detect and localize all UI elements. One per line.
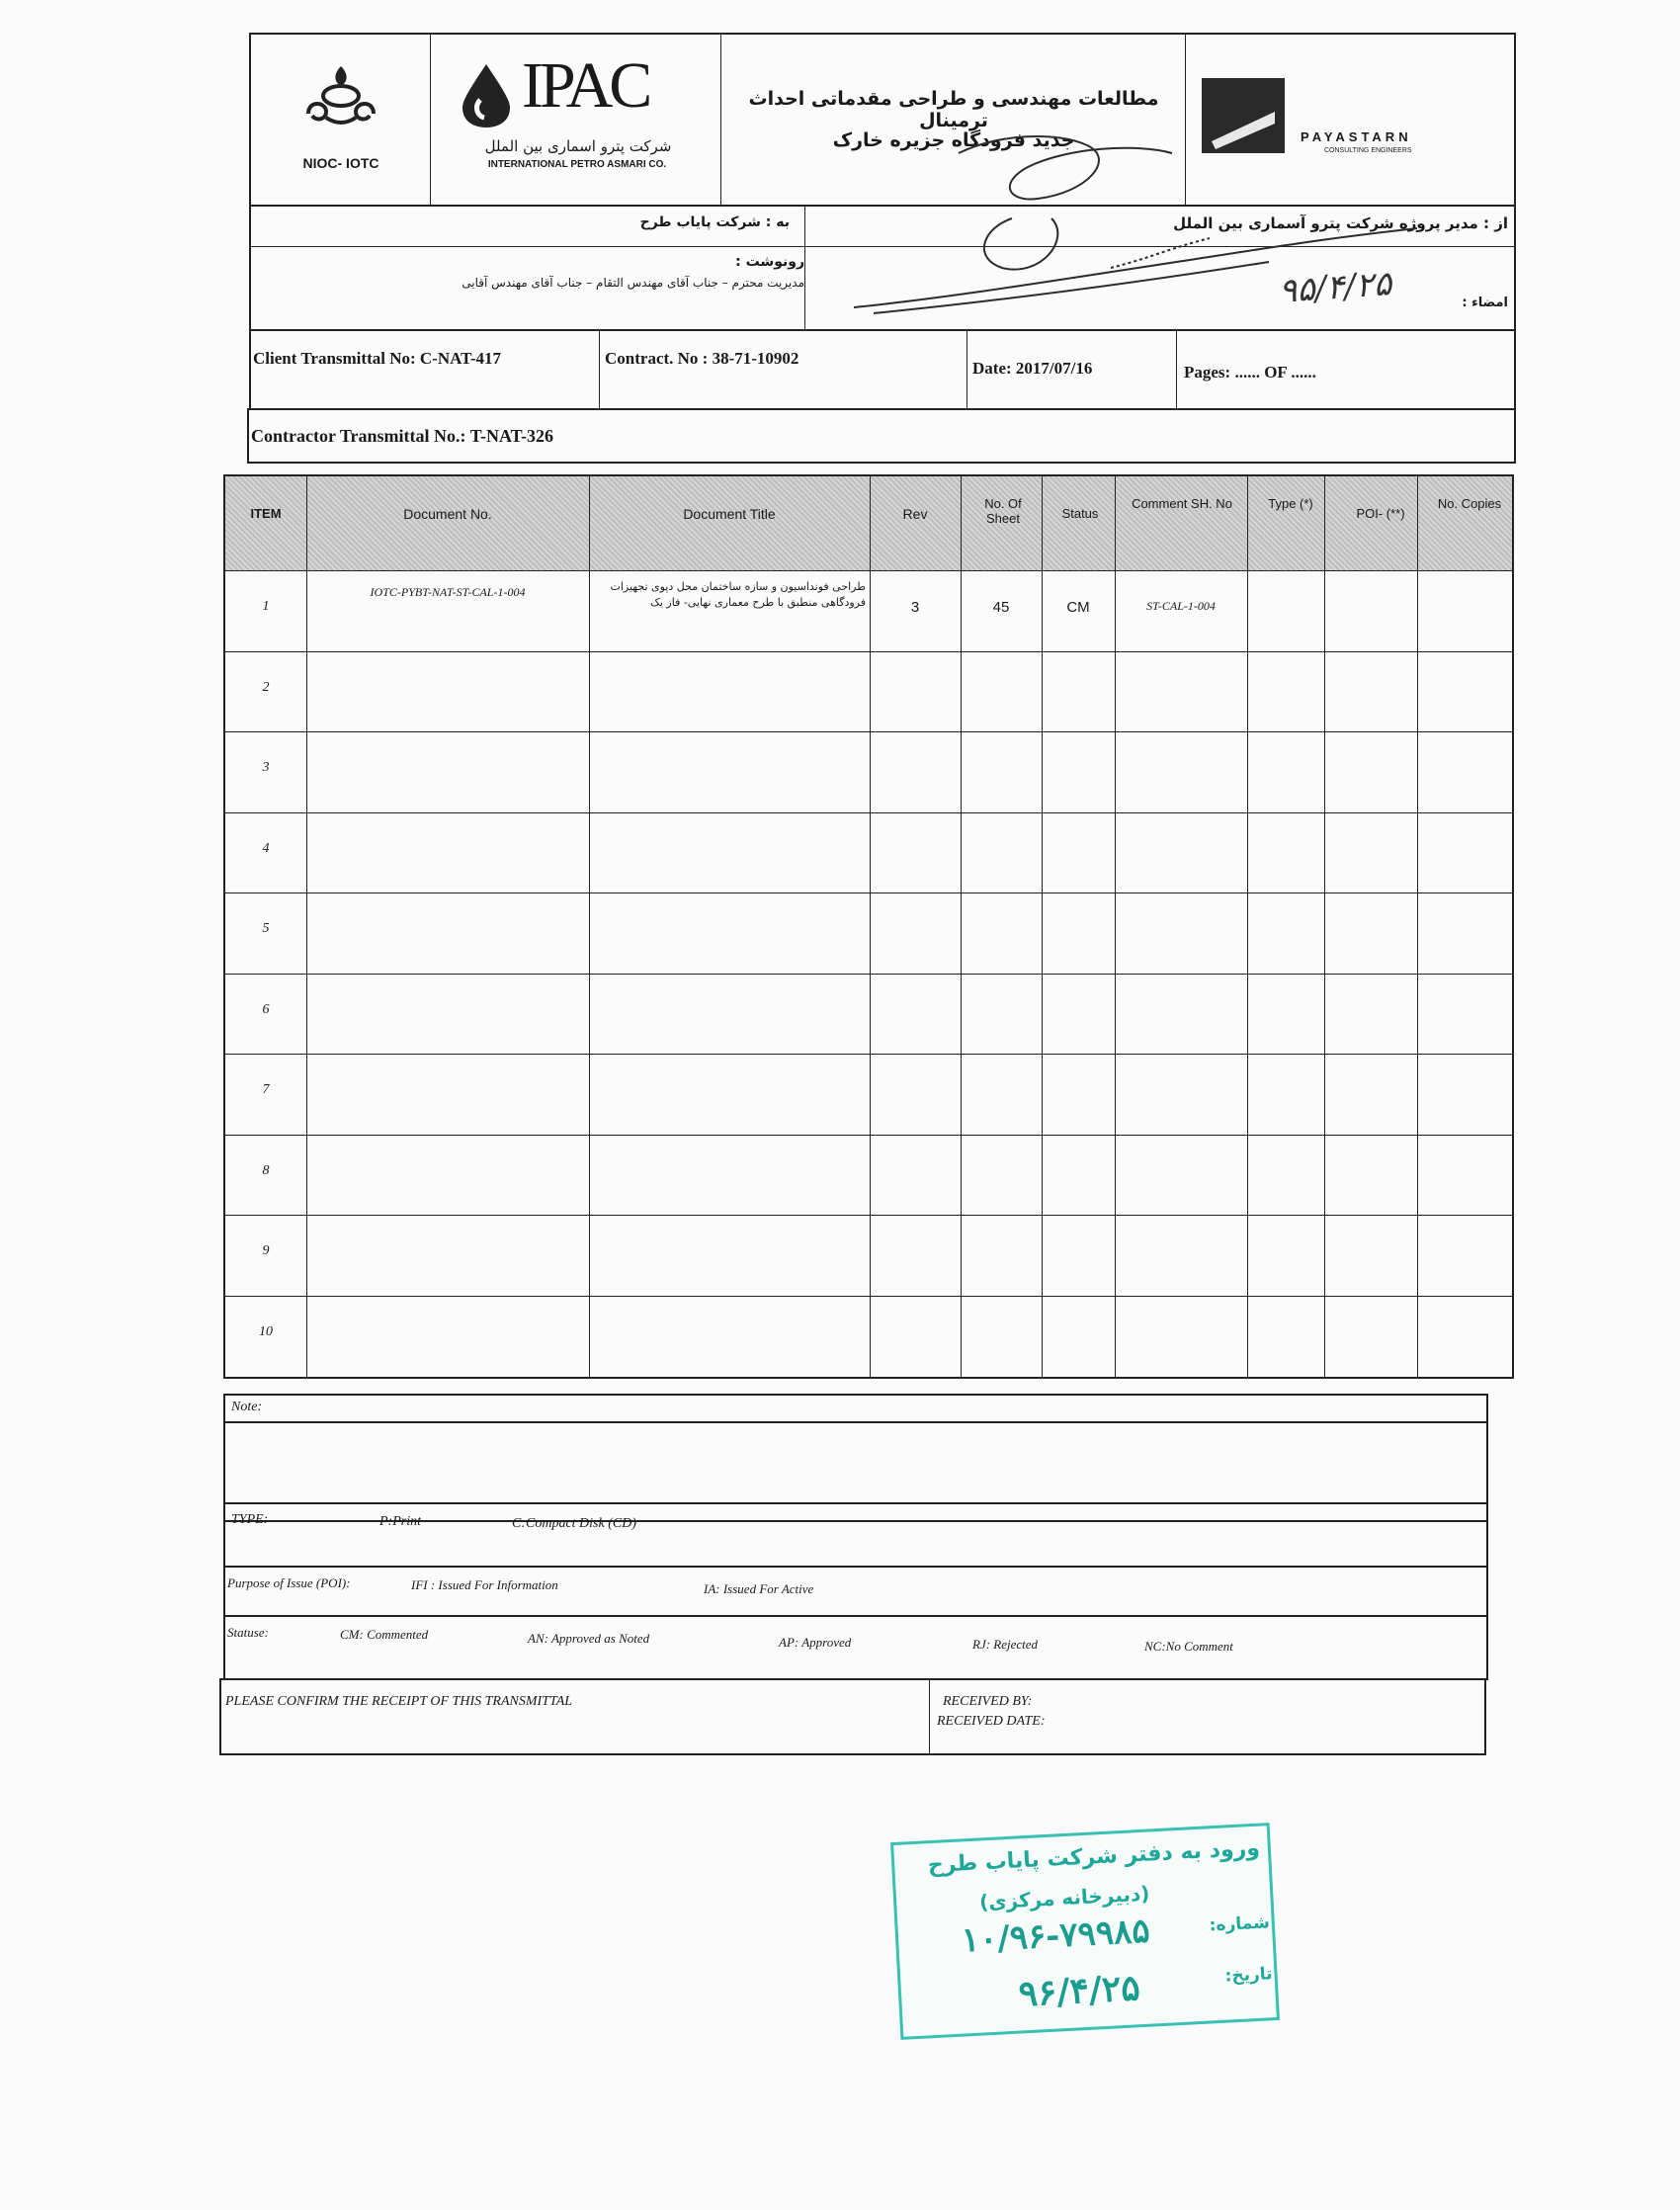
table-row [225, 975, 1512, 1056]
poi-label: Purpose of Issue (POI): [227, 1575, 351, 1590]
stamp-date-value: ۹۶/۴/۲۵ [1017, 1967, 1141, 2015]
status-box [223, 1615, 1488, 1680]
cell-comment: ST-CAL-1-004 [1146, 599, 1216, 613]
confirm-text: PLEASE CONFIRM THE RECEIPT OF THIS TRANSMITTAL [225, 1694, 573, 1709]
type-box [223, 1502, 1488, 1568]
cc-label: رونوشت : [735, 254, 804, 270]
handwritten-date: ۹۵/۴/۲۵ [1277, 264, 1393, 311]
cell-item: 1 [262, 599, 270, 614]
header-poi: POI- (**) [1356, 506, 1405, 521]
cell-item: 7 [262, 1082, 270, 1097]
cell-item: 3 [262, 760, 270, 775]
cell-item: 4 [262, 840, 270, 856]
project-title-cell [721, 35, 1186, 205]
note-label: Note: [231, 1400, 263, 1414]
table-row [225, 1136, 1512, 1217]
header-item: ITEM [250, 506, 282, 521]
project-title-line2: جدید فرودگاه جزیره خارک [832, 129, 1075, 151]
cell-sheets: 45 [992, 599, 1010, 616]
type-print: P:Print [379, 1514, 421, 1529]
cell-doc-no: IOTC-PYBT-NAT-ST-CAL-1-004 [370, 585, 526, 599]
table-row [225, 652, 1512, 733]
table-header [225, 476, 1512, 571]
type-cd: C:Compact Disk (CD) [512, 1516, 636, 1531]
header-no-of-sheet: No. Of Sheet [984, 496, 1022, 526]
cell-item: 6 [262, 1001, 270, 1017]
status-an: AN: Approved as Noted [528, 1631, 650, 1646]
stamp-date-label: تاریخ: [1224, 1964, 1274, 1987]
pages-count: Pages: ...... OF ...... [1184, 363, 1316, 382]
status-cm: CM: Commented [340, 1627, 429, 1642]
header-signature-icon [939, 124, 1176, 205]
received-date: RECEIVED DATE: [937, 1714, 1046, 1729]
table-row [225, 1055, 1512, 1136]
table-row [225, 732, 1512, 813]
ipac-en-name: INTERNATIONAL PETRO ASMARI CO. [487, 159, 667, 170]
payastarn-logo-icon [1202, 78, 1285, 153]
contractor-transmittal: Contractor Transmittal No.: T-NAT-326 [251, 426, 553, 446]
contractor-row [247, 408, 1516, 464]
ipac-drop-icon [459, 60, 514, 129]
header-comment-sh: Comment SH. No [1132, 496, 1232, 511]
client-transmittal: Client Transmittal No: C-NAT-417 [253, 349, 502, 368]
stamp-number-label: شماره: [1209, 1912, 1271, 1936]
type-label: TYPE: [231, 1512, 269, 1527]
to-field: به : شرکت پایاب طرح [639, 214, 790, 230]
signature-scribble-icon [814, 199, 1447, 327]
cc-value: مدیریت محترم – جناب آقای مهندس التقام – جناب آقای مهندس آقایی [462, 276, 804, 290]
transmittal-date: Date: 2017/07/16 [972, 359, 1093, 378]
contract-no: Contract. No : 38-71-10902 [605, 349, 799, 368]
cell-status: CM [1066, 599, 1090, 616]
status-label: Statuse: [227, 1625, 269, 1640]
ipac-logo-text: IPAC [522, 49, 649, 122]
status-ap: AP: Approved [779, 1635, 852, 1650]
confirm-box [219, 1678, 1486, 1755]
header-doc-no: Document No. [403, 506, 492, 522]
header-box [249, 33, 1516, 207]
poi-ifi: IFI : Issued For Information [411, 1577, 558, 1592]
table-body [225, 571, 1512, 1377]
table-row [225, 813, 1512, 894]
cell-doc-title: طراحی فونداسیون و سازه ساختمان محل دپوی تجهیزات فرودگاهی منطبق با طرح معماری نهایی- فاز یک [610, 580, 866, 609]
stamp-line1: ورود به دفتر شرکت پایاب طرح [927, 1835, 1261, 1879]
ipac-fa-name: شرکت پترو اسماری بین الملل [484, 137, 672, 155]
header-rev: Rev [902, 506, 928, 522]
nioc-label: NIOC- IOTC [302, 155, 379, 171]
stamp-line2: (دبیرخانه مرکزی) [978, 1881, 1150, 1914]
cell-item: 10 [259, 1323, 273, 1339]
stamp-number-value: ۱۰/۹۶-۷۹۹۸۵ [960, 1911, 1151, 1961]
project-title-line1: مطالعات مهندسی و طراحی مقدماتی احداث ترمینال [748, 88, 1159, 131]
info-row [249, 329, 1516, 410]
document-table [223, 474, 1514, 1379]
table-row [225, 1297, 1512, 1378]
cell-item: 2 [262, 679, 270, 695]
registry-stamp [890, 1823, 1280, 2040]
table-row [225, 1216, 1512, 1297]
header-no-copies: No. Copies [1437, 496, 1502, 511]
routing-box [249, 205, 1516, 331]
poi-ia: IA: Issued For Active [704, 1581, 814, 1596]
poi-box [223, 1566, 1488, 1617]
payastarn-sub: CONSULTING ENGINEERS [1324, 147, 1412, 154]
cell-item: 8 [262, 1162, 270, 1178]
table-row [225, 893, 1512, 975]
status-rj: RJ: Rejected [972, 1637, 1039, 1652]
status-nc: NC:No Comment [1144, 1639, 1233, 1654]
header-doc-title: Document Title [683, 506, 776, 522]
nioc-cell [251, 35, 431, 205]
cell-rev: 3 [910, 599, 920, 616]
payastarn-name: PAYASTARN [1301, 129, 1412, 144]
cell-item: 9 [262, 1243, 270, 1258]
from-field: از : مدیر پروژه شرکت پترو آسماری بین الملل [1173, 214, 1508, 232]
ipac-cell [431, 35, 721, 205]
header-type: Type (*) [1268, 496, 1313, 511]
payastarn-cell [1186, 35, 1514, 205]
nioc-logo-icon [298, 62, 383, 131]
received-by: RECEIVED BY: [943, 1694, 1033, 1709]
table-row [225, 571, 1512, 652]
signature-label: امضاء : [1462, 296, 1508, 310]
header-status: Status [1061, 506, 1099, 521]
cell-item: 5 [262, 921, 270, 936]
